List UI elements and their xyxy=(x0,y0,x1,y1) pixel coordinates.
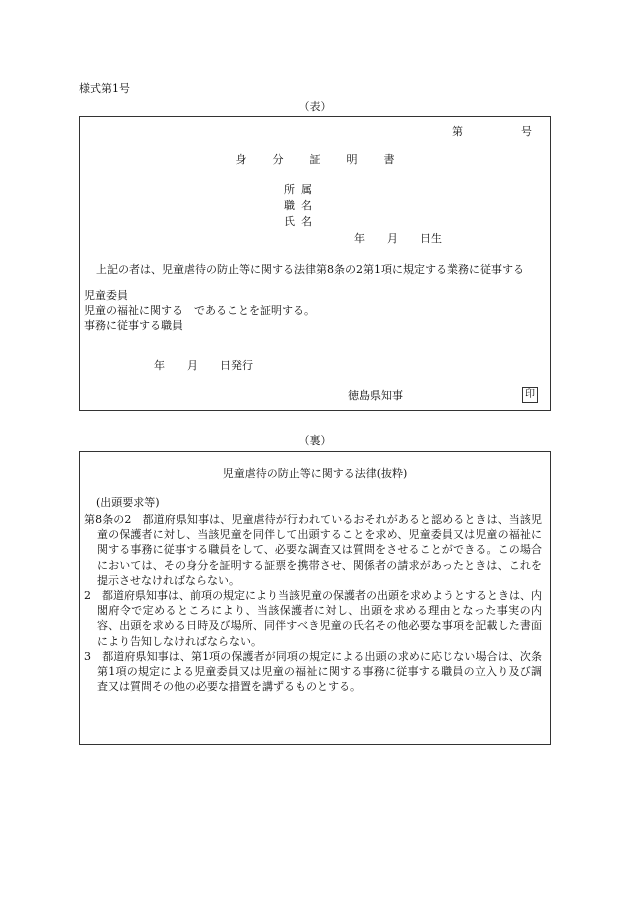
issue-year: 年 xyxy=(154,359,165,372)
back-side-label: （裏） xyxy=(298,434,332,447)
card-number-suffix: 号 xyxy=(521,125,532,138)
role-line-3: 事務に従事する職員 xyxy=(84,319,183,332)
field-label-char: 名 xyxy=(301,215,312,228)
card-title-char: 分 xyxy=(272,153,284,166)
card-number xyxy=(452,125,532,138)
card-number-prefix: 第 xyxy=(452,125,463,138)
field-label-char: 所 xyxy=(284,183,295,196)
position-field xyxy=(284,199,318,212)
law-article-paragraph: 2 都道府県知事は、前項の規定により当該児童の保護者の出頭を求めようとするときは、内閣府令で定めるところにより、当該保護者に対し、出頭を求める理由となった事実の内容、出頭を求める日時及び場所、同伴すべき児童の氏名その他必要な事項を記載した書面により告知しなければならない。 xyxy=(84,589,542,648)
card-title xyxy=(80,153,550,166)
field-label-char: 職 xyxy=(284,199,295,212)
card-title-char: 身 xyxy=(235,153,247,166)
dob-day: 日生 xyxy=(420,232,442,245)
law-section-heading: (出頭要求等) xyxy=(96,496,160,509)
field-label-char: 名 xyxy=(301,199,312,212)
card-title-char: 書 xyxy=(383,153,395,166)
law-article-paragraph: 第8条の2 都道府県知事は、児童虐待が行われているおそれがあると認めるときは、当該児童の保護者に対し、当該児童を同伴して出頭することを求め、児童委員又は児童の福祉に関する事務に従事する職員をして、必要な調査又は質問をさせることができる。この場合においては、その身分を証明する証票を携帯させ、関係者の請求があったときは、これを提示させなければならない。 xyxy=(84,513,542,587)
date-of-birth xyxy=(354,232,442,245)
form-number-label: 様式第1号 xyxy=(79,82,130,95)
issue-day: 日発行 xyxy=(220,359,253,372)
affiliation-field xyxy=(284,183,318,196)
id-card-front xyxy=(79,116,551,411)
card-title-char: 明 xyxy=(346,153,358,166)
field-label-char: 属 xyxy=(301,183,312,196)
issuer-governor: 徳島県知事 xyxy=(348,389,403,402)
front-side-label: （表） xyxy=(298,100,332,113)
role-line-2: 児童の福祉に関する であることを証明する。 xyxy=(84,304,315,317)
issue-date xyxy=(154,359,253,372)
field-label-char: 氏 xyxy=(284,215,295,228)
name-field xyxy=(284,215,318,228)
dob-year: 年 xyxy=(354,232,365,245)
law-title: 児童虐待の防止等に関する法律(抜粋) xyxy=(222,467,408,480)
card-title-char: 証 xyxy=(309,153,321,166)
dob-month: 月 xyxy=(387,232,398,245)
certification-statement: 上記の者は、児童虐待の防止等に関する法律第8条の2第1項に規定する業務に従事する xyxy=(96,263,524,276)
id-card-back xyxy=(79,451,551,745)
law-article-paragraph: 3 都道府県知事は、第1項の保護者が同項の規定による出頭の求めに応じない場合は、次条第1項の規定による児童委員又は児童の福祉に関する事務に従事する職員の立入り及び調査又は質問その他の必要な措置を講ずるものとする。 xyxy=(84,650,542,694)
issue-month: 月 xyxy=(187,359,198,372)
role-line-1: 児童委員 xyxy=(84,289,128,302)
seal-stamp-box: 印 xyxy=(522,387,538,403)
